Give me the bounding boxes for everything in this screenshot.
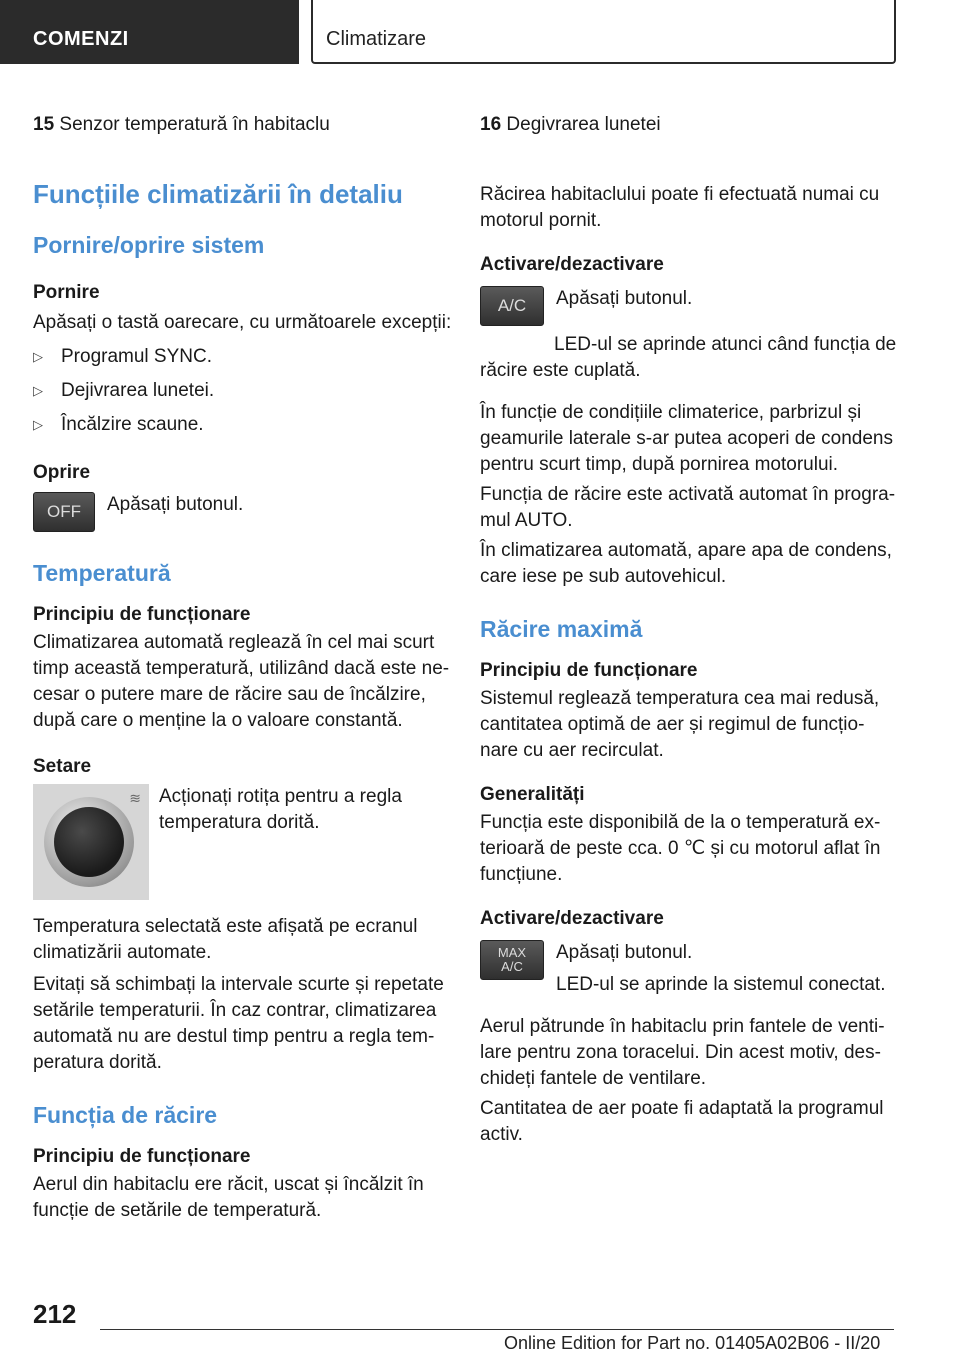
auto-text: Funcția de răcire este activată automat în progra-mul AUTO. <box>480 484 896 531</box>
caption-15 <box>33 112 453 138</box>
off-instruction <box>33 492 453 532</box>
cantitate-aer-text: Cantitatea de aer poate fi adaptată la programul activ. <box>480 1098 884 1145</box>
condens-water-text: În climatizarea automată, apare apa de condens, care iese pe sub autovehicul. <box>480 540 892 587</box>
subheading-activare: Activare/dezactivare <box>480 254 664 275</box>
max-text: Sistemul reglează temperatura cea mai redusă, cantitatea optimă de aer și regimul de funcțio-nare cu aer recirculat. <box>480 688 880 761</box>
subheading-principiu-max: Principiu de funcționare <box>480 660 698 681</box>
left-column <box>33 112 453 1224</box>
heading-racire-maxima: Răcire maximă <box>480 616 643 642</box>
ac-button-icon: A/C <box>480 286 544 326</box>
header-chapter-label: Climatizare <box>326 28 427 50</box>
page-number: 212 <box>33 1299 77 1329</box>
max-ac-instruction <box>480 940 898 998</box>
edition-text: Online Edition for Part no. 01405A02B06 - II/20 <box>504 1333 881 1353</box>
racire-text: Aerul din habitaclu ere răcit, uscat și încălzit în funcție de setările de temperatură. <box>33 1174 424 1221</box>
list-item: ▷ Încălzire scaune. <box>33 412 453 438</box>
max-ac-button-icon: MAX A/C <box>480 940 544 980</box>
heat-waves-icon: ≋ <box>129 790 141 806</box>
knob-text: Acționați rotița pentru a regla temperatura dorită. <box>159 786 402 833</box>
caption-number: 16 <box>480 114 502 135</box>
setare-text-1: Temperatura selectată este afișată pe ecranul climatizării automate. <box>33 916 418 963</box>
caption-number: 15 <box>33 114 55 135</box>
off-text: Apăsați butonul. <box>107 494 244 515</box>
caption-text: Senzor temperatură în habitaclu <box>59 114 330 135</box>
exceptions-list <box>33 344 453 438</box>
right-column <box>480 112 898 1148</box>
list-item: ▷ Programul SYNC. <box>33 344 453 370</box>
ac-text-1: Apăsați butonul. <box>556 288 693 309</box>
ac-text-2: LED-ul se aprinde atunci când funcția de răcire este cuplată. <box>480 334 897 381</box>
subheading-oprire: Oprire <box>33 462 91 483</box>
ventilare-text: Aerul pătrunde în habitaclu prin fantele de venti-lare pentru zona toracelui. Din acest motiv, des-chideți fantele de ventilare. <box>480 1016 885 1089</box>
header-section-label: COMENZI <box>33 28 129 50</box>
setare-text-2: Evitați să schimbați la intervale scurte și repetate setările temperaturii. În caz contrar, climatizarea automată nu are destul timp pentru a regla tem-peratura dorită. <box>33 974 444 1073</box>
caption-text: Degivrarea lunetei <box>506 114 661 135</box>
heading-racire: Funcția de răcire <box>33 1102 218 1128</box>
subheading-generalitati: Generalități <box>480 784 585 805</box>
ac-instruction <box>480 286 898 326</box>
subheading-principiu-racire: Principiu de funcționare <box>33 1146 251 1167</box>
subheading-principiu: Principiu de funcționare <box>33 604 251 625</box>
subheading-pornire: Pornire <box>33 282 100 303</box>
header-chapter-tab <box>311 0 896 64</box>
temperature-knob-image <box>33 784 149 900</box>
knob-instruction <box>33 784 453 900</box>
triangle-bullet-icon: ▷ <box>33 383 43 398</box>
subheading-activare-max: Activare/dezactivare <box>480 908 664 929</box>
max-ac-text-1: Apăsați butonul. <box>556 942 693 963</box>
racire-intro: Răcirea habitaclului poate fi efectuată numai cu motorul pornit. <box>480 184 880 231</box>
condens-text: În funcție de condițiile climaterice, parbrizul și geamurile laterale s-ar putea acoperi de condens pentru scurt timp, după pornirea motorului. <box>480 402 893 475</box>
footer-divider <box>100 1329 894 1330</box>
header-section-tab <box>0 0 299 64</box>
temperatura-text: Climatizarea automată reglează în cel mai scurt timp această temperatură, utilizând dacă este ne-cesar o putere mare de răcire sau de încălzire, după care o menține la o valoare constantă. <box>33 632 450 731</box>
generalitati-text: Funcția este disponibilă de la o temperatură ex-terioară de peste cca. 0 ℃ și cu motorul aflat în funcțiune. <box>480 812 881 885</box>
pornire-text: Apăsați o tastă oarecare, cu următoarele excepții: <box>33 312 452 333</box>
triangle-bullet-icon: ▷ <box>33 417 43 432</box>
heading-temperatura: Temperatură <box>33 560 171 586</box>
caption-16 <box>480 112 898 138</box>
subheading-setare: Setare <box>33 756 92 777</box>
heading-pornire-oprire: Pornire/oprire sistem <box>33 232 265 258</box>
section-title: Funcțiile climatizării în detaliu <box>33 179 403 209</box>
triangle-bullet-icon: ▷ <box>33 349 43 364</box>
max-ac-text-2: LED-ul se aprinde la sistemul conectat. <box>556 974 886 995</box>
off-button-icon: OFF <box>33 492 95 532</box>
list-item: ▷ Dejivrarea lunetei. <box>33 378 453 404</box>
